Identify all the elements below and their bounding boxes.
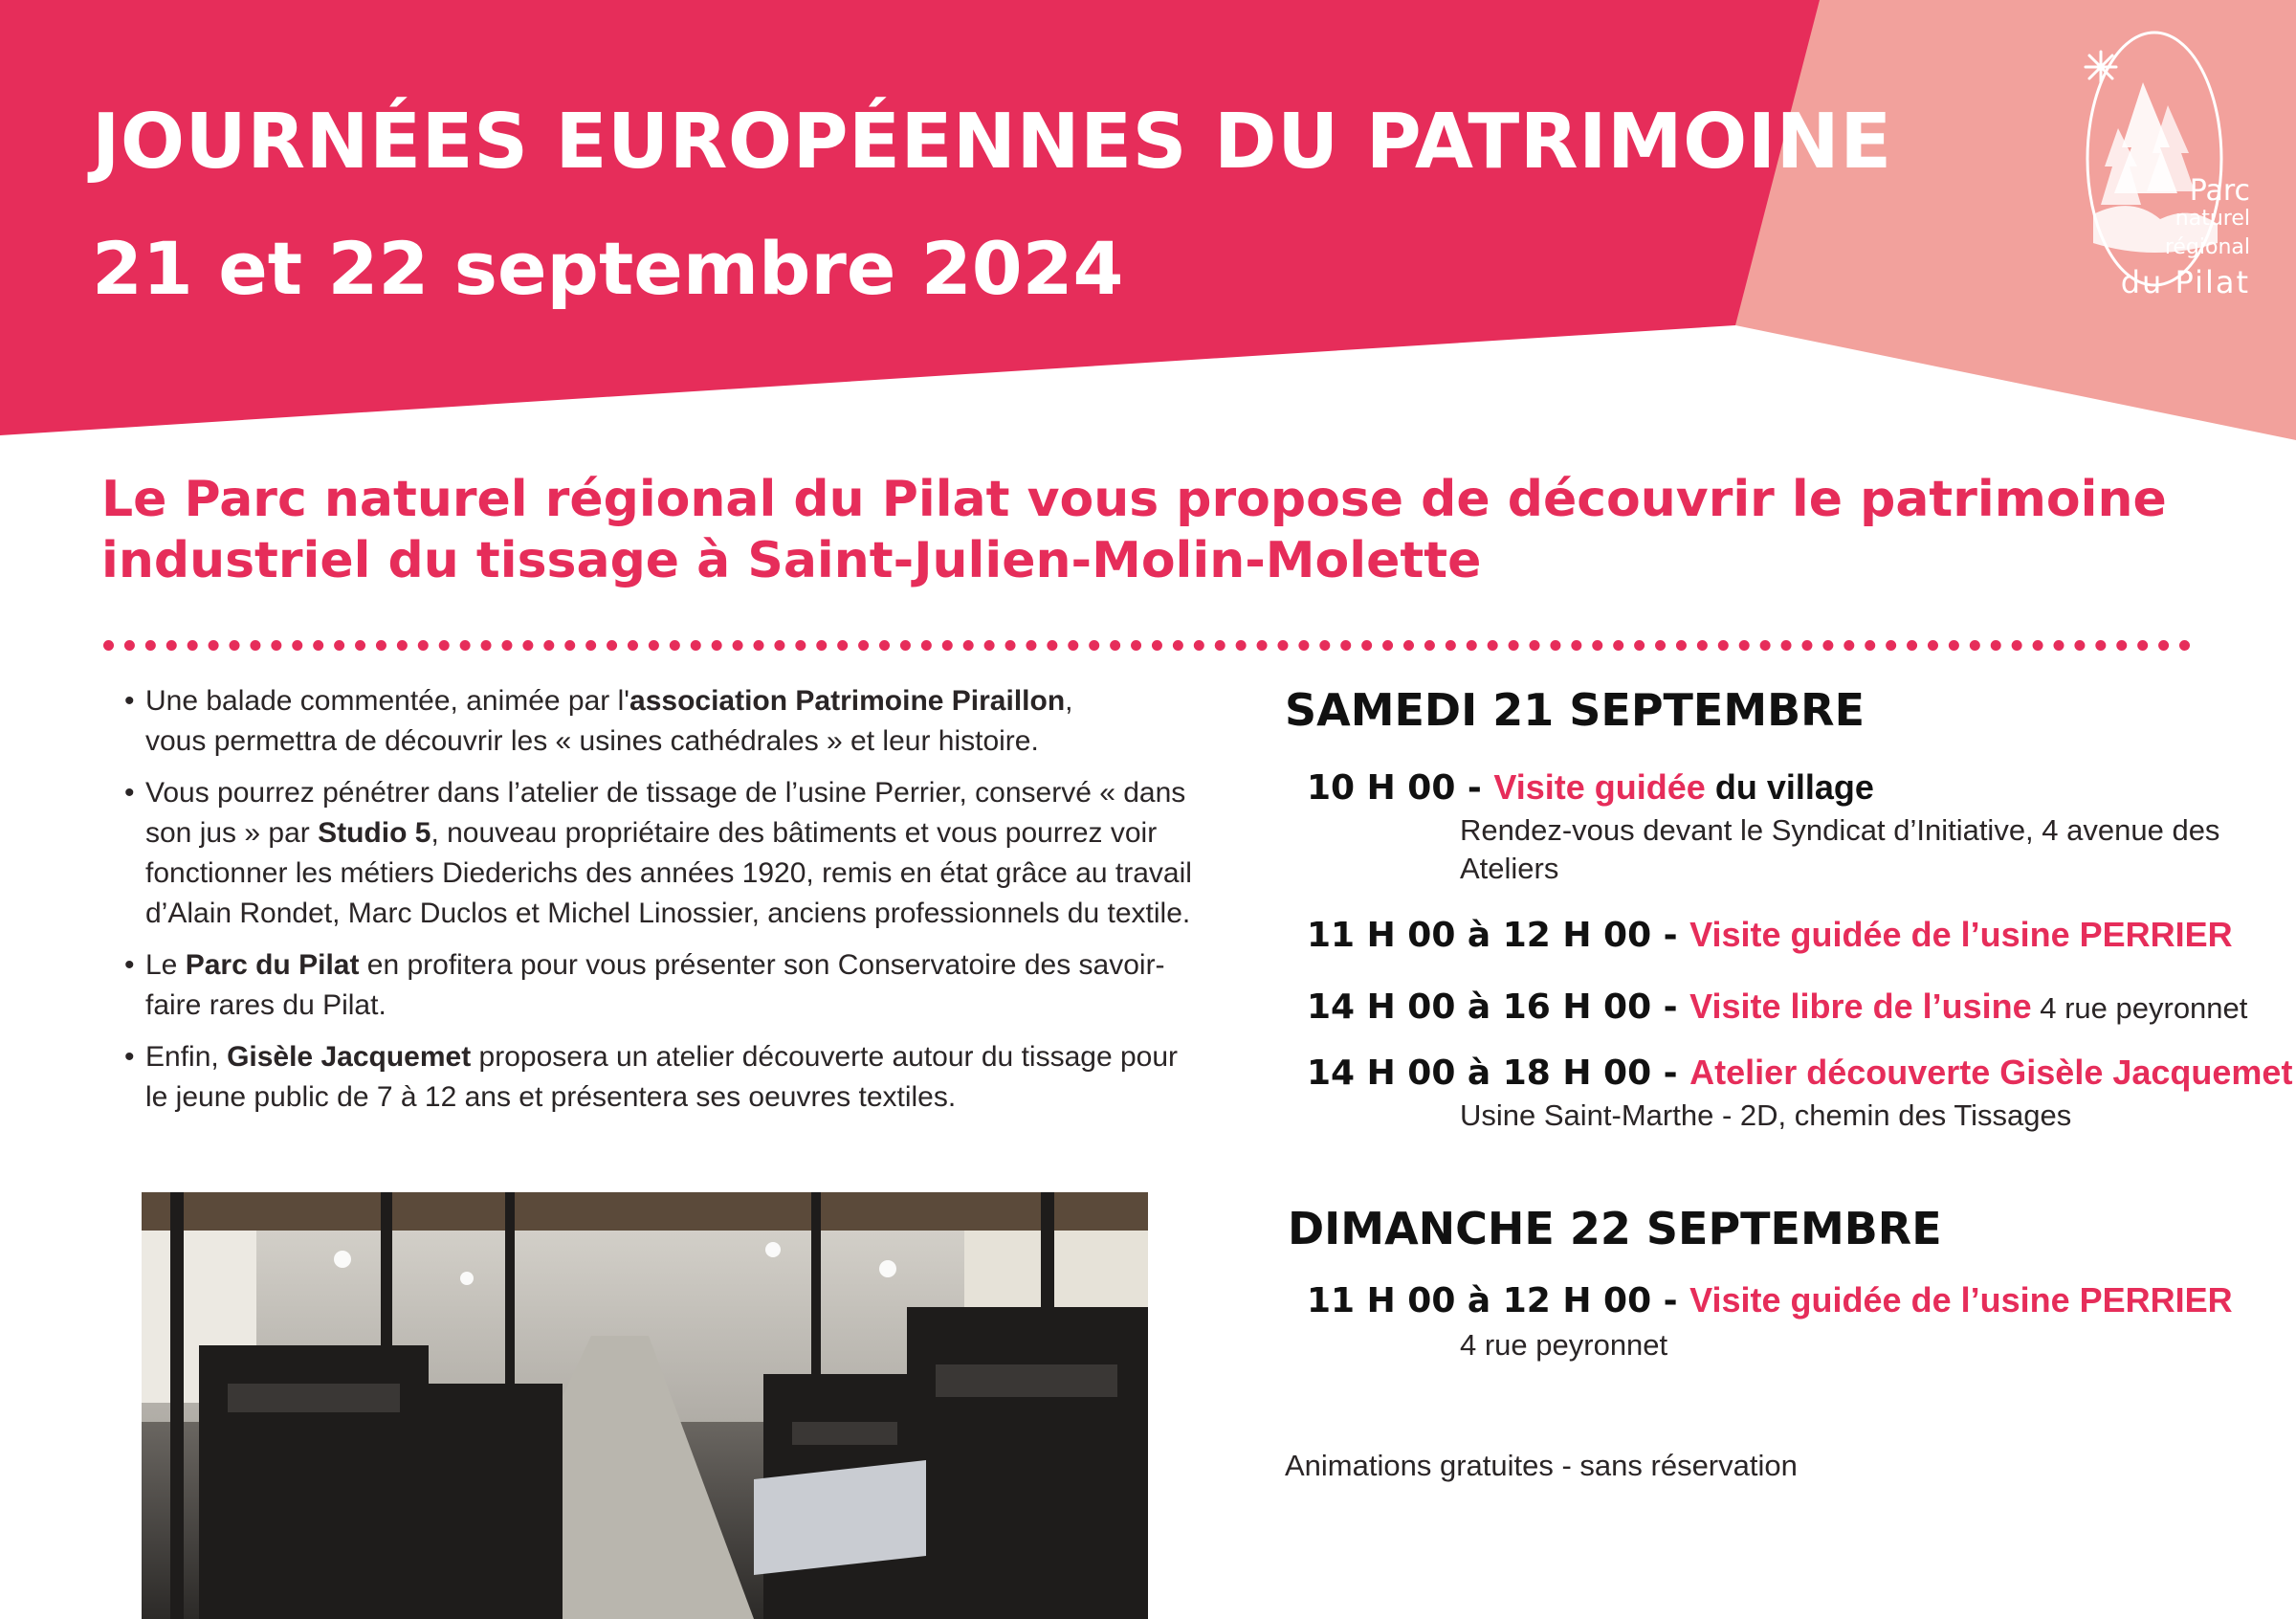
event-title: Visite guidée de l’usine PERRIER <box>1689 915 2233 954</box>
event-title: Visite libre de l’usine <box>1689 987 2032 1026</box>
saturday-heading: SAMEDI 21 SEPTEMBRE <box>1285 684 1866 736</box>
bullet-bold: association Patrimoine Piraillon <box>629 685 1066 717</box>
event-location: Usine Saint-Marthe - 2D, chemin des Tissages <box>1460 1098 2072 1132</box>
bullet-text: Vous pourrez pénétrer dans l’atelier de tissage de l’usine Perrier, conservé « dans son jus » par <box>145 777 1186 849</box>
list-item <box>124 681 1205 762</box>
footer-note: Animations gratuites - sans réservation <box>1285 1449 1798 1482</box>
loom-workshop-icon <box>142 1192 1148 1619</box>
description-list <box>124 681 1205 1129</box>
list-item <box>124 945 1205 1026</box>
header-band <box>0 0 2296 440</box>
logo-text-regional: régional <box>2164 235 2250 259</box>
event-time: 14 H 00 à 16 H 00 - <box>1307 987 1690 1027</box>
event-time: 11 H 00 à 12 H 00 - <box>1307 1281 1690 1320</box>
intro-heading: Le Parc naturel régional du Pilat vous propose de découvrir le patrimoine industriel du tissage à Saint-Julien-Molin-Molette <box>101 471 2167 589</box>
schedule-item <box>1307 987 2247 1027</box>
event-location: Rendez-vous devant le Syndicat d’Initiative, 4 avenue des Ateliers <box>1460 813 2220 885</box>
dotted-divider <box>103 637 2191 651</box>
bullet-icon: • <box>124 777 135 809</box>
event-address: 4 rue peyronnet <box>2031 991 2248 1025</box>
header-background <box>0 0 2296 440</box>
park-logo <box>2055 23 2275 300</box>
schedule-item <box>1307 1280 2233 1320</box>
bullet-text: vous permettra de découvrir les « usines cathédrales » et leur histoire. <box>145 725 1039 757</box>
bullet-icon: • <box>124 1041 135 1073</box>
bullet-bold: Gisèle Jacquemet <box>227 1041 472 1073</box>
bullet-text: , <box>1065 685 1073 717</box>
event-time: 11 H 00 à 12 H 00 - <box>1307 916 1690 955</box>
bullet-text: Enfin, <box>145 1041 228 1073</box>
event-dates: 21 et 22 septembre 2024 <box>92 226 1124 311</box>
logo-text-naturel: naturel <box>2175 207 2250 231</box>
sunday-heading: DIMANCHE 22 SEPTEMBRE <box>1288 1203 1942 1254</box>
bullet-icon: • <box>124 685 135 717</box>
bullet-text: Une balade commentée, animée par l' <box>145 685 630 717</box>
event-time: 10 H 00 - <box>1307 768 1494 808</box>
loom-photo <box>142 1192 1148 1619</box>
logo-text-parc: Parc <box>2189 174 2250 208</box>
event-title: Visite guidée de l’usine PERRIER <box>1689 1280 2233 1320</box>
bullet-text: Le <box>145 949 186 981</box>
schedule-item <box>1307 1053 2292 1093</box>
event-title-suffix: du village <box>1705 767 1874 807</box>
bullet-icon: • <box>124 949 135 981</box>
event-time: 14 H 00 à 18 H 00 - <box>1307 1053 1690 1093</box>
schedule-item <box>1307 915 2233 955</box>
logo-text-du-pilat: du Pilat <box>2120 264 2250 300</box>
page-title: JOURNÉES EUROPÉENNES DU PATRIMOINE <box>92 98 1892 186</box>
schedule-item <box>1307 767 1874 808</box>
bullet-bold: Studio 5 <box>318 817 431 849</box>
event-title: Visite guidée <box>1493 767 1706 807</box>
bullet-text: en profitera pour vous présenter son Conservatoire des savoir-faire rares du Pilat. <box>145 949 1165 1021</box>
bullet-text: proposera un atelier découverte autour du tissage pour le jeune public de 7 à 12 ans et présentera ses oeuvres textiles. <box>145 1041 1179 1113</box>
event-title: Atelier découverte Gisèle Jacquemet <box>1689 1053 2293 1092</box>
bullet-text: , nouveau propriétaire des bâtiments et vous pourrez voir fonctionner les métiers Diederichs des années 1920, remis en état grâce au travail d’Alain Rondet, Marc Duclos et Michel Linossier, anciens professionnels du textile. <box>145 817 1192 929</box>
list-item <box>124 1037 1205 1118</box>
event-location: 4 rue peyronnet <box>1460 1328 1668 1362</box>
bullet-bold: Parc du Pilat <box>185 949 360 981</box>
list-item <box>124 773 1205 934</box>
